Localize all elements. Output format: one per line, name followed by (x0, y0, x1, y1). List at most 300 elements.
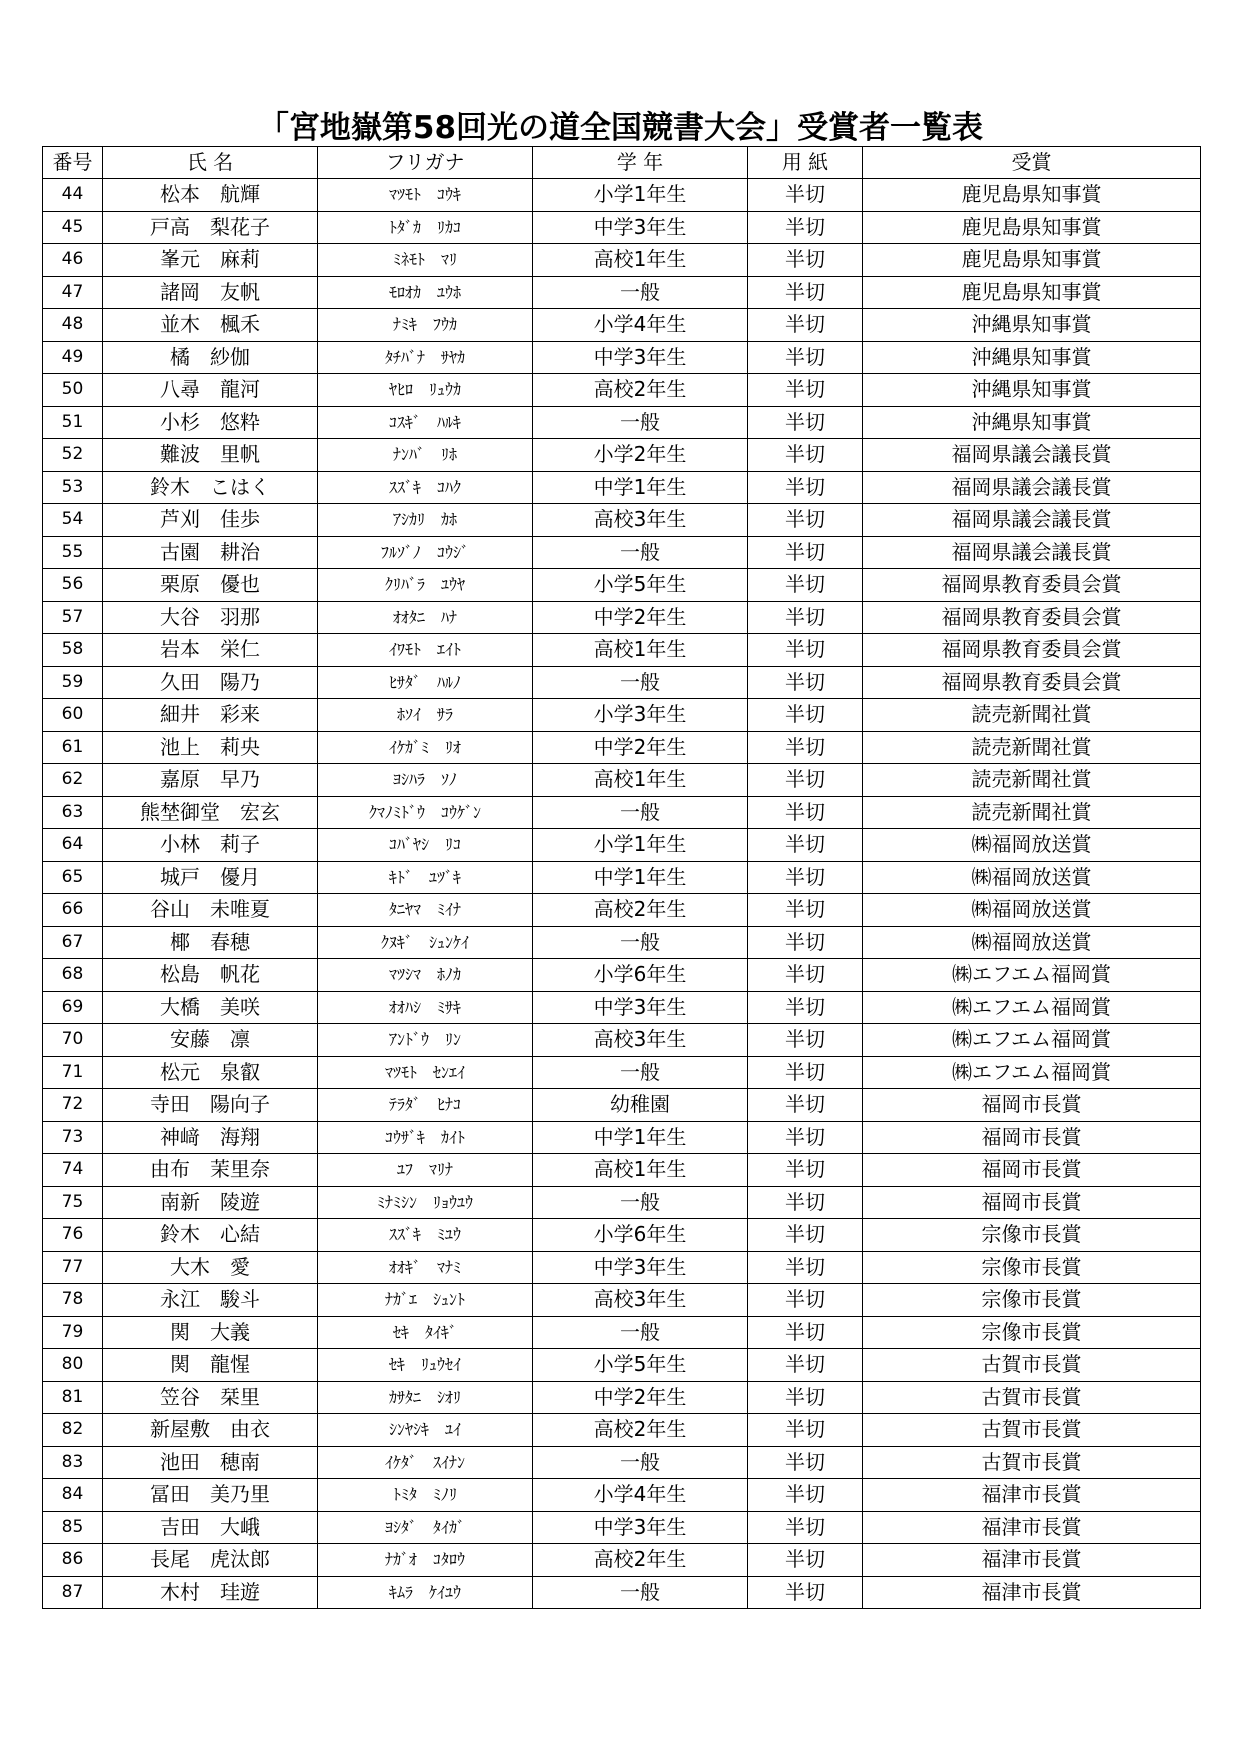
table-row (43, 1414, 1201, 1447)
table-row (43, 276, 1201, 309)
cell-name: 安藤 凛 (103, 1024, 318, 1057)
cell-name: 木村 珪遊 (103, 1576, 318, 1609)
cell-award: 宗像市長賞 (863, 1284, 1201, 1317)
cell-number: 75 (43, 1186, 103, 1219)
table-row (43, 1316, 1201, 1349)
table-row (43, 504, 1201, 537)
cell-furigana: ﾖｼﾀﾞ ﾀｲｶﾞ (318, 1511, 533, 1544)
cell-grade: 小学4年生 (533, 309, 748, 342)
table-row (43, 1154, 1201, 1187)
table-row (43, 699, 1201, 732)
cell-furigana: ﾅｶﾞｵ ｺﾀﾛｳ (318, 1544, 533, 1577)
table-row (43, 1089, 1201, 1122)
cell-furigana: ｲｹｶﾞﾐ ﾘｵ (318, 731, 533, 764)
cell-number: 63 (43, 796, 103, 829)
cell-grade: 小学3年生 (533, 699, 748, 732)
cell-number: 87 (43, 1576, 103, 1609)
cell-grade: 中学3年生 (533, 1251, 748, 1284)
cell-number: 81 (43, 1381, 103, 1414)
cell-paper: 半切 (748, 1121, 863, 1154)
cell-grade: 小学1年生 (533, 179, 748, 212)
table-row (43, 731, 1201, 764)
cell-furigana: ﾔﾋﾛ ﾘｭｳｶ (318, 374, 533, 407)
cell-paper: 半切 (748, 536, 863, 569)
cell-name: 松元 泉叡 (103, 1056, 318, 1089)
cell-furigana: ｵｵﾊｼ ﾐｻｷ (318, 991, 533, 1024)
cell-grade: 中学1年生 (533, 861, 748, 894)
table-row (43, 666, 1201, 699)
cell-furigana: ﾄﾐﾀ ﾐﾉﾘ (318, 1479, 533, 1512)
table-row (43, 861, 1201, 894)
table-row (43, 406, 1201, 439)
cell-furigana: ﾐﾅﾐｼﾝ ﾘｮｳﾕｳ (318, 1186, 533, 1219)
cell-paper: 半切 (748, 634, 863, 667)
cell-award: 宗像市長賞 (863, 1219, 1201, 1252)
cell-grade: 一般 (533, 1056, 748, 1089)
cell-name: 関 大義 (103, 1316, 318, 1349)
cell-name: 八尋 龍河 (103, 374, 318, 407)
cell-paper: 半切 (748, 666, 863, 699)
cell-grade: 中学1年生 (533, 1121, 748, 1154)
header-furigana: フリガナ (318, 147, 533, 179)
cell-paper: 半切 (748, 341, 863, 374)
cell-furigana: ｸﾏﾉﾐﾄﾞｳ ｺｳｹﾞﾝ (318, 796, 533, 829)
cell-award: 鹿児島県知事賞 (863, 244, 1201, 277)
cell-number: 61 (43, 731, 103, 764)
cell-name: 吉田 大峨 (103, 1511, 318, 1544)
table-row (43, 211, 1201, 244)
cell-name: 大橋 美咲 (103, 991, 318, 1024)
cell-paper: 半切 (748, 179, 863, 212)
table-row (43, 1544, 1201, 1577)
cell-award: 鹿児島県知事賞 (863, 211, 1201, 244)
cell-paper: 半切 (748, 1511, 863, 1544)
header-name: 氏 名 (103, 147, 318, 179)
cell-paper: 半切 (748, 471, 863, 504)
cell-award: 沖縄県知事賞 (863, 309, 1201, 342)
cell-paper: 半切 (748, 764, 863, 797)
cell-award: 福岡県教育委員会賞 (863, 569, 1201, 602)
cell-number: 51 (43, 406, 103, 439)
cell-number: 85 (43, 1511, 103, 1544)
cell-number: 77 (43, 1251, 103, 1284)
cell-grade: 中学1年生 (533, 471, 748, 504)
cell-paper: 半切 (748, 1479, 863, 1512)
cell-paper: 半切 (748, 1544, 863, 1577)
cell-award: ㈱エフエム福岡賞 (863, 959, 1201, 992)
cell-number: 55 (43, 536, 103, 569)
cell-furigana: ｲﾜﾓﾄ ｴｲﾄ (318, 634, 533, 667)
cell-name: 細井 彩来 (103, 699, 318, 732)
cell-grade: 幼稚園 (533, 1089, 748, 1122)
table-row (43, 1024, 1201, 1057)
cell-award: 福岡市長賞 (863, 1121, 1201, 1154)
cell-number: 84 (43, 1479, 103, 1512)
cell-furigana: ﾐﾈﾓﾄ ﾏﾘ (318, 244, 533, 277)
cell-number: 64 (43, 829, 103, 862)
cell-award: 読売新聞社賞 (863, 699, 1201, 732)
cell-paper: 半切 (748, 1089, 863, 1122)
cell-name: 熊埜御堂 宏玄 (103, 796, 318, 829)
table-row (43, 1446, 1201, 1479)
cell-name: 長尾 虎汰郎 (103, 1544, 318, 1577)
table-body (43, 179, 1201, 1609)
cell-furigana: ｷﾄﾞ ﾕﾂﾞｷ (318, 861, 533, 894)
cell-grade: 小学6年生 (533, 1219, 748, 1252)
cell-furigana: ﾅｶﾞｴ ｼｭﾝﾄ (318, 1284, 533, 1317)
cell-award: ㈱福岡放送賞 (863, 926, 1201, 959)
cell-number: 49 (43, 341, 103, 374)
cell-number: 76 (43, 1219, 103, 1252)
cell-award: 福岡市長賞 (863, 1186, 1201, 1219)
cell-grade: 高校2年生 (533, 1414, 748, 1447)
cell-name: 大木 愛 (103, 1251, 318, 1284)
award-table (42, 146, 1201, 1609)
cell-grade: 高校1年生 (533, 244, 748, 277)
cell-number: 80 (43, 1349, 103, 1382)
table-row (43, 959, 1201, 992)
cell-award: 福岡県議会議長賞 (863, 471, 1201, 504)
cell-grade: 高校2年生 (533, 374, 748, 407)
cell-paper: 半切 (748, 1381, 863, 1414)
table-row (43, 1349, 1201, 1382)
cell-award: 福津市長賞 (863, 1576, 1201, 1609)
cell-furigana: ﾏﾂﾓﾄ ｾﾝｴｲ (318, 1056, 533, 1089)
cell-paper: 半切 (748, 406, 863, 439)
cell-furigana: ｺｽｷﾞ ﾊﾙｷ (318, 406, 533, 439)
cell-furigana: ﾎｿｲ ｻﾗ (318, 699, 533, 732)
table-row (43, 991, 1201, 1024)
cell-grade: 小学2年生 (533, 439, 748, 472)
cell-grade: 小学6年生 (533, 959, 748, 992)
cell-grade: 中学3年生 (533, 991, 748, 1024)
cell-name: 笠谷 栞里 (103, 1381, 318, 1414)
cell-award: 福岡県議会議長賞 (863, 439, 1201, 472)
cell-paper: 半切 (748, 211, 863, 244)
cell-award: 沖縄県知事賞 (863, 341, 1201, 374)
cell-paper: 半切 (748, 959, 863, 992)
cell-furigana: ﾕﾌ ﾏﾘﾅ (318, 1154, 533, 1187)
cell-name: 岩本 栄仁 (103, 634, 318, 667)
cell-name: 新屋敷 由衣 (103, 1414, 318, 1447)
cell-furigana: ｱﾝﾄﾞｳ ﾘﾝ (318, 1024, 533, 1057)
cell-furigana: ﾓﾛｵｶ ﾕｳﾎ (318, 276, 533, 309)
cell-number: 46 (43, 244, 103, 277)
cell-grade: 一般 (533, 1576, 748, 1609)
cell-furigana: ﾏﾂﾓﾄ ｺｳｷ (318, 179, 533, 212)
table-row (43, 1381, 1201, 1414)
cell-number: 68 (43, 959, 103, 992)
cell-award: 沖縄県知事賞 (863, 406, 1201, 439)
cell-award: 読売新聞社賞 (863, 796, 1201, 829)
cell-grade: 中学3年生 (533, 1511, 748, 1544)
cell-paper: 半切 (748, 1349, 863, 1382)
cell-furigana: ﾄﾀﾞｶ ﾘｶｺ (318, 211, 533, 244)
cell-number: 73 (43, 1121, 103, 1154)
cell-award: 読売新聞社賞 (863, 731, 1201, 764)
cell-name: 椰 春穂 (103, 926, 318, 959)
cell-grade: 高校1年生 (533, 634, 748, 667)
cell-paper: 半切 (748, 926, 863, 959)
cell-paper: 半切 (748, 1154, 863, 1187)
cell-paper: 半切 (748, 796, 863, 829)
table-row (43, 309, 1201, 342)
cell-paper: 半切 (748, 1251, 863, 1284)
table-row (43, 894, 1201, 927)
table-row (43, 1479, 1201, 1512)
cell-number: 70 (43, 1024, 103, 1057)
cell-number: 58 (43, 634, 103, 667)
cell-award: 古賀市長賞 (863, 1414, 1201, 1447)
cell-number: 48 (43, 309, 103, 342)
cell-number: 57 (43, 601, 103, 634)
cell-name: 南新 陵遊 (103, 1186, 318, 1219)
cell-name: 戸高 梨花子 (103, 211, 318, 244)
cell-furigana: ﾅﾝﾊﾞ ﾘﾎ (318, 439, 533, 472)
header-grade: 学 年 (533, 147, 748, 179)
cell-number: 45 (43, 211, 103, 244)
table-row (43, 1251, 1201, 1284)
cell-grade: 一般 (533, 926, 748, 959)
cell-name: 大谷 羽那 (103, 601, 318, 634)
table-row (43, 601, 1201, 634)
cell-grade: 一般 (533, 1446, 748, 1479)
cell-paper: 半切 (748, 699, 863, 732)
cell-name: 鈴木 心結 (103, 1219, 318, 1252)
cell-paper: 半切 (748, 601, 863, 634)
cell-grade: 中学2年生 (533, 1381, 748, 1414)
page-title: 「宮地嶽第58回光の道全国競書大会」受賞者一覧表 (257, 110, 984, 146)
cell-award: 読売新聞社賞 (863, 764, 1201, 797)
cell-name: 神﨑 海翔 (103, 1121, 318, 1154)
table-row (43, 829, 1201, 862)
cell-paper: 半切 (748, 1446, 863, 1479)
cell-grade: 一般 (533, 536, 748, 569)
cell-number: 53 (43, 471, 103, 504)
cell-award: 古賀市長賞 (863, 1349, 1201, 1382)
cell-award: 福津市長賞 (863, 1511, 1201, 1544)
cell-number: 78 (43, 1284, 103, 1317)
cell-grade: 高校2年生 (533, 1544, 748, 1577)
cell-award: 福津市長賞 (863, 1479, 1201, 1512)
cell-grade: 小学5年生 (533, 569, 748, 602)
cell-award: ㈱エフエム福岡賞 (863, 991, 1201, 1024)
cell-grade: 小学4年生 (533, 1479, 748, 1512)
cell-award: ㈱エフエム福岡賞 (863, 1024, 1201, 1057)
cell-paper: 半切 (748, 829, 863, 862)
cell-award: 福岡県議会議長賞 (863, 504, 1201, 537)
cell-furigana: ﾖｼﾊﾗ ｿﾉ (318, 764, 533, 797)
cell-award: 古賀市長賞 (863, 1381, 1201, 1414)
cell-number: 54 (43, 504, 103, 537)
cell-grade: 一般 (533, 276, 748, 309)
cell-paper: 半切 (748, 1186, 863, 1219)
cell-number: 74 (43, 1154, 103, 1187)
cell-name: 由布 茉里奈 (103, 1154, 318, 1187)
cell-furigana: ｲｹﾀﾞ ｽｲﾅﾝ (318, 1446, 533, 1479)
cell-award: 福岡県教育委員会賞 (863, 601, 1201, 634)
table-row (43, 341, 1201, 374)
cell-name: 嘉原 早乃 (103, 764, 318, 797)
cell-paper: 半切 (748, 244, 863, 277)
table-row (43, 1576, 1201, 1609)
cell-furigana: ｸﾇｷﾞ ｼｭﾝｹｲ (318, 926, 533, 959)
cell-paper: 半切 (748, 894, 863, 927)
header-award: 受賞 (863, 147, 1201, 179)
cell-number: 62 (43, 764, 103, 797)
cell-award: 福岡市長賞 (863, 1154, 1201, 1187)
cell-number: 71 (43, 1056, 103, 1089)
cell-name: 芦刈 佳歩 (103, 504, 318, 537)
table-row (43, 1511, 1201, 1544)
cell-furigana: ﾃﾗﾀﾞ ﾋﾅｺ (318, 1089, 533, 1122)
cell-number: 69 (43, 991, 103, 1024)
cell-name: 並木 楓禾 (103, 309, 318, 342)
cell-grade: 一般 (533, 1316, 748, 1349)
table-row (43, 1219, 1201, 1252)
cell-grade: 高校3年生 (533, 1284, 748, 1317)
table-row (43, 1186, 1201, 1219)
cell-name: 谷山 未唯夏 (103, 894, 318, 927)
cell-furigana: ｵｵﾀﾆ ﾊﾅ (318, 601, 533, 634)
cell-paper: 半切 (748, 1284, 863, 1317)
cell-award: 福岡県議会議長賞 (863, 536, 1201, 569)
cell-award: ㈱福岡放送賞 (863, 861, 1201, 894)
cell-award: 福岡県教育委員会賞 (863, 666, 1201, 699)
cell-name: 橘 紗伽 (103, 341, 318, 374)
cell-furigana: ｷﾑﾗ ｹｲﾕｳ (318, 1576, 533, 1609)
cell-name: 諸岡 友帆 (103, 276, 318, 309)
cell-name: 冨田 美乃里 (103, 1479, 318, 1512)
cell-grade: 小学5年生 (533, 1349, 748, 1382)
cell-number: 56 (43, 569, 103, 602)
cell-number: 65 (43, 861, 103, 894)
cell-name: 鈴木 こはく (103, 471, 318, 504)
cell-paper: 半切 (748, 1219, 863, 1252)
cell-paper: 半切 (748, 504, 863, 537)
cell-grade: 一般 (533, 406, 748, 439)
cell-paper: 半切 (748, 1024, 863, 1057)
cell-number: 66 (43, 894, 103, 927)
cell-award: ㈱福岡放送賞 (863, 894, 1201, 927)
cell-name: 寺田 陽向子 (103, 1089, 318, 1122)
cell-award: 福津市長賞 (863, 1544, 1201, 1577)
cell-paper: 半切 (748, 276, 863, 309)
cell-furigana: ﾋｻﾀﾞ ﾊﾙﾉ (318, 666, 533, 699)
cell-name: 松本 航輝 (103, 179, 318, 212)
cell-number: 52 (43, 439, 103, 472)
cell-number: 50 (43, 374, 103, 407)
cell-award: 沖縄県知事賞 (863, 374, 1201, 407)
cell-grade: 高校3年生 (533, 1024, 748, 1057)
cell-paper: 半切 (748, 1576, 863, 1609)
cell-paper: 半切 (748, 569, 863, 602)
cell-name: 峯元 麻莉 (103, 244, 318, 277)
cell-grade: 高校3年生 (533, 504, 748, 537)
cell-grade: 高校2年生 (533, 894, 748, 927)
table-row (43, 634, 1201, 667)
header-paper: 用 紙 (748, 147, 863, 179)
table-row (43, 471, 1201, 504)
cell-number: 47 (43, 276, 103, 309)
cell-number: 60 (43, 699, 103, 732)
cell-name: 難波 里帆 (103, 439, 318, 472)
cell-furigana: ｺﾊﾞﾔｼ ﾘｺ (318, 829, 533, 862)
cell-name: 古園 耕治 (103, 536, 318, 569)
cell-grade: 一般 (533, 1186, 748, 1219)
cell-number: 83 (43, 1446, 103, 1479)
cell-number: 82 (43, 1414, 103, 1447)
cell-name: 関 龍惺 (103, 1349, 318, 1382)
cell-furigana: ｺｳｻﾞｷ ｶｲﾄ (318, 1121, 533, 1154)
cell-furigana: ﾅﾐｷ ﾌｳｶ (318, 309, 533, 342)
cell-paper: 半切 (748, 374, 863, 407)
cell-grade: 一般 (533, 666, 748, 699)
cell-award: ㈱福岡放送賞 (863, 829, 1201, 862)
cell-grade: 高校1年生 (533, 764, 748, 797)
cell-name: 小林 莉子 (103, 829, 318, 862)
cell-award: 宗像市長賞 (863, 1316, 1201, 1349)
cell-grade: 中学2年生 (533, 731, 748, 764)
cell-paper: 半切 (748, 309, 863, 342)
cell-paper: 半切 (748, 861, 863, 894)
cell-furigana: ｾｷ ﾀｲｷﾞ (318, 1316, 533, 1349)
table-row (43, 179, 1201, 212)
table-row (43, 1056, 1201, 1089)
cell-award: 福岡市長賞 (863, 1089, 1201, 1122)
cell-furigana: ｸﾘﾊﾞﾗ ﾕｳﾔ (318, 569, 533, 602)
cell-number: 67 (43, 926, 103, 959)
cell-number: 44 (43, 179, 103, 212)
cell-number: 59 (43, 666, 103, 699)
cell-furigana: ｵｵｷﾞ ﾏﾅﾐ (318, 1251, 533, 1284)
cell-paper: 半切 (748, 1316, 863, 1349)
cell-furigana: ｽｽﾞｷ ﾐﾕｳ (318, 1219, 533, 1252)
cell-paper: 半切 (748, 731, 863, 764)
table-row (43, 764, 1201, 797)
cell-paper: 半切 (748, 1056, 863, 1089)
cell-grade: 中学3年生 (533, 341, 748, 374)
cell-name: 永江 駿斗 (103, 1284, 318, 1317)
cell-award: 宗像市長賞 (863, 1251, 1201, 1284)
cell-number: 86 (43, 1544, 103, 1577)
cell-furigana: ｽｽﾞｷ ｺﾊｸ (318, 471, 533, 504)
cell-name: 小杉 悠粋 (103, 406, 318, 439)
table-row (43, 374, 1201, 407)
cell-furigana: ﾌﾙｿﾞﾉ ｺｳｼﾞ (318, 536, 533, 569)
table-row (43, 1121, 1201, 1154)
cell-furigana: ｱｼｶﾘ ｶﾎ (318, 504, 533, 537)
table-row (43, 796, 1201, 829)
table-header-row (43, 147, 1201, 179)
cell-award: 鹿児島県知事賞 (863, 179, 1201, 212)
cell-grade: 高校1年生 (533, 1154, 748, 1187)
cell-name: 栗原 優也 (103, 569, 318, 602)
cell-furigana: ﾀﾆﾔﾏ ﾐｲﾅ (318, 894, 533, 927)
table-row (43, 926, 1201, 959)
table-row (43, 569, 1201, 602)
cell-furigana: ﾏﾂｼﾏ ﾎﾉｶ (318, 959, 533, 992)
cell-award: 古賀市長賞 (863, 1446, 1201, 1479)
cell-grade: 中学3年生 (533, 211, 748, 244)
cell-award: 福岡県教育委員会賞 (863, 634, 1201, 667)
cell-furigana: ﾀﾁﾊﾞﾅ ｻﾔｶ (318, 341, 533, 374)
table-row (43, 439, 1201, 472)
table-row (43, 536, 1201, 569)
table-row (43, 244, 1201, 277)
cell-name: 城戸 優月 (103, 861, 318, 894)
cell-award: ㈱エフエム福岡賞 (863, 1056, 1201, 1089)
